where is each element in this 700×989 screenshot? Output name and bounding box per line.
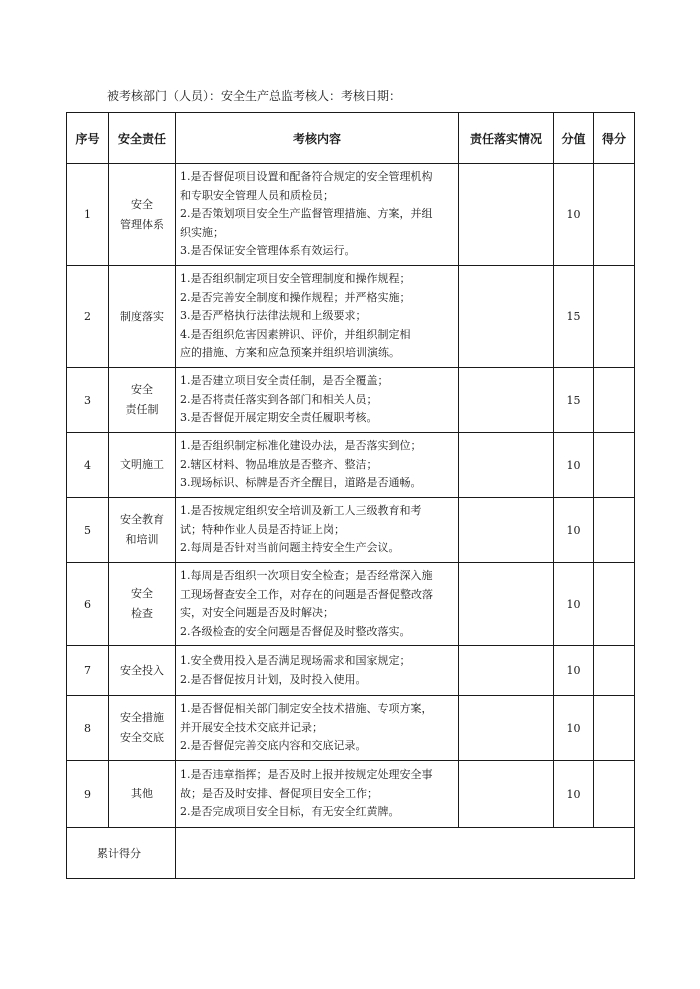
row-score-value: 15 <box>554 266 594 368</box>
responsibility-line: 管理体系 <box>120 217 164 231</box>
row-number: 2 <box>67 266 109 368</box>
content-line: 应的措施、方案和应急预案并组织培训演练。 <box>180 346 400 360</box>
row-responsibility <box>109 266 176 368</box>
row-number: 7 <box>67 646 109 696</box>
row-number: 4 <box>67 433 109 498</box>
row-content <box>176 498 459 563</box>
header-content: 考核内容 <box>176 113 459 164</box>
content-line: 实，对安全问题是否及时解决； <box>180 606 334 619</box>
content-line: 2.每周是否针对当前问题主持安全生产会议。 <box>180 541 400 555</box>
responsibility-line: 安全 <box>131 197 153 211</box>
content-line: 1.每周是否组织一次项目安全检查；是否经常深入施 <box>180 569 433 582</box>
row-score-value: 10 <box>554 646 594 696</box>
row-score-got[interactable] <box>594 433 635 498</box>
row-responsibility <box>109 696 176 761</box>
responsibility-line: 安全教育 <box>120 513 164 526</box>
table-row <box>67 433 635 498</box>
responsibility-line: 安全交底 <box>120 731 164 744</box>
row-implementation[interactable] <box>459 498 554 563</box>
row-content <box>176 368 459 433</box>
content-line: 故；是否及时安排、督促项目安全工作； <box>180 786 378 800</box>
row-implementation[interactable] <box>459 368 554 433</box>
row-number: 1 <box>67 164 109 266</box>
total-label: 累计得分 <box>67 828 176 879</box>
responsibility-line: 检查 <box>131 607 153 620</box>
header-implementation: 责任落实情况 <box>459 113 554 164</box>
table-row <box>67 368 635 433</box>
content-line: 3.是否保证安全管理体系有效运行。 <box>180 244 356 258</box>
content-line: 2.辖区材料、物品堆放是否整齐、整洁； <box>180 457 378 471</box>
row-score-got[interactable] <box>594 646 635 696</box>
content-line: 2.是否督促按月计划，及时投入使用。 <box>180 672 367 686</box>
row-score-value: 10 <box>554 761 594 828</box>
row-number: 9 <box>67 761 109 828</box>
content-line: 1.是否督促相关部门制定安全技术措施、专项方案， <box>180 702 433 716</box>
header-score-value: 分值 <box>554 113 594 164</box>
table-row <box>67 498 635 563</box>
content-line: 3.是否严格执行法律法规和上级要求； <box>180 309 367 323</box>
total-value-cell[interactable] <box>176 828 635 879</box>
content-line: 2.是否完善安全制度和操作规程；并严格实施； <box>180 290 411 304</box>
row-score-value: 10 <box>554 433 594 498</box>
responsibility-line: 安全投入 <box>120 663 164 677</box>
row-implementation[interactable] <box>459 761 554 828</box>
content-line: 和专职安全管理人员和质检员； <box>180 188 334 202</box>
content-line: 3.现场标识、标牌是否齐全醒目，道路是否通畅。 <box>180 476 422 490</box>
row-score-value: 10 <box>554 563 594 646</box>
content-line: 3.是否督促开展定期安全责任履职考核。 <box>180 411 378 425</box>
header-responsibility: 安全责任 <box>109 113 176 164</box>
responsibility-line: 安全 <box>131 587 153 600</box>
row-score-got[interactable] <box>594 498 635 563</box>
row-content <box>176 696 459 761</box>
table-row <box>67 696 635 761</box>
row-content <box>176 646 459 696</box>
content-line: 2.是否将责任落实到各部门和相关人员； <box>180 392 378 406</box>
row-number: 8 <box>67 696 109 761</box>
responsibility-line: 制度落实 <box>120 309 164 323</box>
content-line: 1.是否建立项目安全责任制，是否全覆盖； <box>180 374 389 388</box>
row-responsibility <box>109 433 176 498</box>
content-line: 2.是否完成项目安全目标，有无安全红黄牌。 <box>180 805 400 819</box>
row-number: 3 <box>67 368 109 433</box>
responsibility-line: 安全 <box>131 383 153 396</box>
table-row <box>67 761 635 828</box>
responsibility-line: 安全措施 <box>120 711 164 724</box>
content-line: 4.是否组织危害因素辨识、评价，并组织制定相 <box>180 327 411 341</box>
content-line: 织实施； <box>180 225 224 239</box>
row-implementation[interactable] <box>459 164 554 266</box>
row-content <box>176 266 459 368</box>
row-content <box>176 563 459 646</box>
row-responsibility <box>109 498 176 563</box>
row-content <box>176 164 459 266</box>
content-line: 试；特种作业人员是否持证上岗； <box>180 522 345 536</box>
row-score-got[interactable] <box>594 368 635 433</box>
row-score-value: 10 <box>554 164 594 266</box>
row-score-got[interactable] <box>594 761 635 828</box>
content-line: 1.安全费用投入是否满足现场需求和国家规定； <box>180 654 411 667</box>
row-responsibility <box>109 164 176 266</box>
row-content <box>176 433 459 498</box>
row-implementation[interactable] <box>459 433 554 498</box>
row-implementation[interactable] <box>459 646 554 696</box>
assessment-header: 被考核部门（人员）：安全生产总监考核人：考核日期： <box>107 89 402 103</box>
row-number: 6 <box>67 563 109 646</box>
responsibility-line: 责任制 <box>125 403 159 416</box>
row-responsibility <box>109 761 176 828</box>
row-content <box>176 761 459 828</box>
content-line: 1.是否督促项目设置和配备符合规定的安全管理机构 <box>180 170 433 184</box>
row-score-got[interactable] <box>594 563 635 646</box>
responsibility-line: 和培训 <box>125 533 159 546</box>
total-row <box>67 828 635 879</box>
row-responsibility <box>109 368 176 433</box>
table-row <box>67 563 635 646</box>
table-header-row <box>67 113 635 164</box>
row-responsibility <box>109 646 176 696</box>
row-score-got[interactable] <box>594 164 635 266</box>
table-body <box>67 164 635 828</box>
header-score-got: 得分 <box>594 113 635 164</box>
content-line: 并开展安全技术交底并记录； <box>180 720 323 734</box>
table-row <box>67 164 635 266</box>
responsibility-line: 文明施工 <box>120 458 164 471</box>
content-line: 2.是否策划项目安全生产监督管理措施、方案，并组 <box>180 207 433 221</box>
row-score-value: 15 <box>554 368 594 433</box>
row-implementation[interactable] <box>459 696 554 761</box>
content-line: 1.是否组织制定标准化建设办法，是否落实到位； <box>180 439 422 453</box>
row-implementation[interactable] <box>459 563 554 646</box>
assessment-table <box>66 112 635 879</box>
content-line: 1.是否组织制定项目安全管理制度和操作规程； <box>180 272 411 286</box>
header-no: 序号 <box>67 113 109 164</box>
content-line: 2.是否督促完善交底内容和交底记录。 <box>180 739 367 753</box>
row-implementation[interactable] <box>459 266 554 368</box>
row-score-value: 10 <box>554 696 594 761</box>
content-line: 2.各级检查的安全问题是否督促及时整改落实。 <box>180 624 411 638</box>
row-responsibility <box>109 563 176 646</box>
row-number: 5 <box>67 498 109 563</box>
row-score-value: 10 <box>554 498 594 563</box>
content-line: 1.是否按规定组织安全培训及新工人三级教育和考 <box>180 504 422 518</box>
row-score-got[interactable] <box>594 696 635 761</box>
table-row <box>67 646 635 696</box>
content-line: 1.是否违章指挥；是否及时上报并按规定处理安全事 <box>180 768 433 782</box>
table-row <box>67 266 635 368</box>
content-line: 工现场督查安全工作，对存在的问题是否督促整改落 <box>180 587 433 601</box>
row-score-got[interactable] <box>594 266 635 368</box>
responsibility-line: 其他 <box>131 787 153 800</box>
